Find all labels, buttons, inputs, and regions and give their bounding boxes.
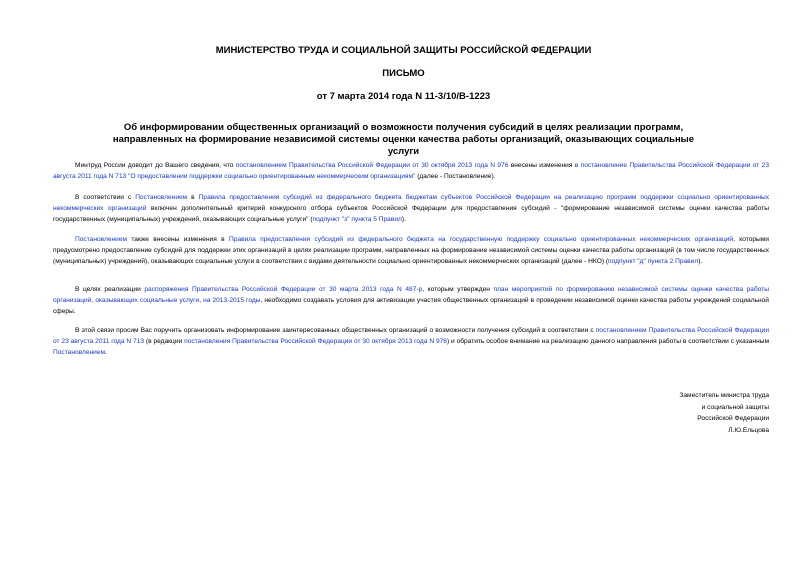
paragraph-4 [53,285,769,318]
document-type: ПИСЬМО [382,68,425,79]
document-date-number: от 7 марта 2014 года N 11-3/10/В-1223 [316,91,491,102]
link-action-plan[interactable]: план мероприятий по формированию независимой системы оценки качества работы организаций, оказывающих социальные услуги, на 2013-2015 годы [53,286,770,304]
link-order-487r[interactable]: распоряжения Правительства Российской Федерации от 30 марта 2013 года N 487-р [144,286,423,293]
text: в [187,194,199,201]
link-postanovlenie[interactable]: Постановлением [75,236,128,243]
text: , которыми предусмотрено предоставление субсидий для поддержки этих организаций в целях реализации программ, направленных на формирование независимой системы оценки качества работы организаций (в том числе государственных (муниципальных) учреждений), оказывающих социальные услуги в соответствии с видами деятельности социально ориентированных некоммерческих организаций (далее - НКО) ( [53,236,769,265]
text: В целях реализации [75,286,145,293]
link-decree-976[interactable]: постановлением Правительства Российской Федерации от 30 октября 2013 года N 976 [235,162,509,169]
text: ). [698,257,703,265]
text: , которым утвержден [422,286,494,293]
text: В соответствии с [75,194,136,201]
link-subsidy-rules-nko[interactable]: Правила предоставления субсидий из федерального бюджета на государственную поддержку социально ориентированных некоммерческих организаций [229,236,734,243]
signature-position: Заместитель министра труда [679,392,769,399]
link-subitem-d[interactable]: подпункт "д" пункта 2 Правил [608,257,699,265]
link-postanovlenie[interactable]: Постановлением [135,194,188,201]
paragraph-2 [53,193,769,226]
link-decree-713[interactable]: в постановление Правительства Российской Федерации от 23 августа 2011 года N 713 "О предоставлении поддержки социально ориентированным некоммерческим организациям" [53,162,769,180]
text: ) и обратить особое внимание на реализацию данного направления работы в соответствии с указанным [446,337,769,345]
text: В этой связи просим Вас поручить организовать информирование заинтересованных общественных организаций о возможности получения субсидий в соответствии с [75,327,596,334]
paragraph-5 [53,326,769,359]
text: , необходимо создавать условия для активизации участия общественных организаций в проведении независимой оценки качества работы учреждений социальной сферы. [53,296,769,315]
document-subject: Об информировании общественных организаций о возможности получения субсидий в целях реализации программ, направленных на формирование независимой системы оценки качества работы организаций, оказывающих социальные услуги [112,122,695,157]
ministry-title: МИНИСТЕРСТВО ТРУДА И СОЦИАЛЬНОЙ ЗАЩИТЫ РОССИЙСКОЙ ФЕДЕРАЦИИ [215,45,592,56]
text: (далее - Постановление). [415,172,496,180]
text: (в редакции [144,337,185,345]
signature-block [679,390,769,436]
text: внесены изменения [508,162,575,169]
link-subsidy-rules-regions[interactable]: Правила предоставления субсидий из федерального бюджета бюджетам субъектов Российской Федерации на реализацию программ поддержки социально ориентированных некоммерческих организаций [53,194,769,212]
text: . [105,348,107,356]
signature-position-cont: и социальной защиты [701,403,769,411]
text: Минтруд России доводит до Вашего сведения, что [75,162,236,169]
text: ). [401,215,406,223]
link-decree-713[interactable]: постановлением Правительства Российской Федерации от 23 августа 2011 года N 713 [53,327,770,345]
paragraph-1 [53,161,769,183]
paragraph-3 [53,235,769,268]
text: включен дополнительный критерий конкурсного отбора субъектов Российской Федерации для предоставления субсидий - "формирование независимой системы оценки качества работы государственных (муниципальных) учреждений, оказывающих социальные услуги" ( [53,204,769,223]
signature-country: Российской Федерации [697,415,769,422]
text: также внесены изменения в [127,236,230,243]
signature-name: Л.Ю.Ельцова [728,426,769,434]
link-postanovlenie[interactable]: Постановлением [53,348,106,356]
link-subitem-z[interactable]: подпункт "з" пункта 5 Правил [312,215,402,223]
link-decree-976[interactable]: постановления Правительства Российской Федерации от 30 октября 2013 года N 976 [184,337,447,345]
